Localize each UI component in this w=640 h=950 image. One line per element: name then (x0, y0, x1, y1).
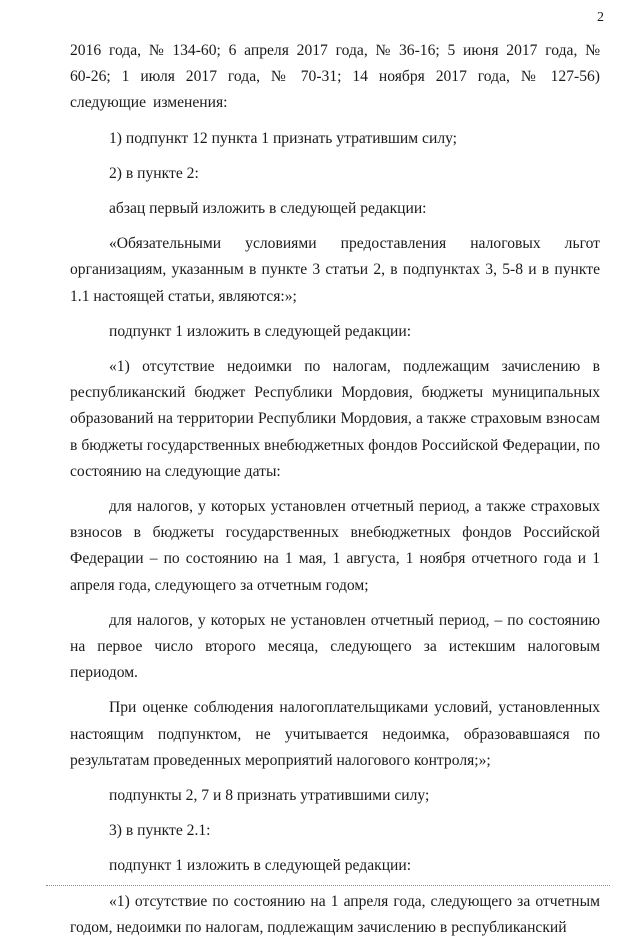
paragraph-first-indent-instruction: абзац первый изложить в следующей редакции: (109, 200, 427, 218)
paragraph-subitems-repealed: подпункты 2, 7 и 8 признать утратившими силу; (109, 787, 430, 805)
paragraph-subitem-1-text: «1) отсутствие недоимки по налогам, подлежащим зачислению в республиканский бюджет Республики Мордовия, бюджеты муниципальных образований на территории Республики Мордовия, а также страховым взносам в бюджеты государственных внебюджетных фондов Российской Федерации, по состоянию на следующие даты: (70, 358, 600, 480)
scan-edge-line (46, 885, 610, 886)
paragraph-item-1: 1) подпункт 12 пункта 1 признать утратившим силу; (109, 129, 458, 147)
paragraph-subitem-1-text-2: «1) отсутствие по состоянию на 1 апреля года, следующего за отчетным годом, недоимки по налогам, подлежащим зачислению в республиканский (70, 892, 600, 936)
paragraph-item-3: 3) в пункте 2.1: (109, 822, 211, 840)
document-body (70, 38, 600, 950)
paragraph-subitem-1-instruction-2: подпункт 1 изложить в следующей редакции: (109, 857, 412, 875)
paragraph-no-reporting-period-taxes: для налогов, у которых не установлен отчетный период, – по состоянию на первое число второго месяца, следующего за истекшим налоговым периодом. (70, 611, 600, 682)
paragraph-subitem-1-instruction: подпункт 1 изложить в следующей редакции: (109, 322, 412, 340)
paragraph-amendment-list-end: 2016 года, № 134-60; 6 апреля 2017 года, № 36-16; 5 июня 2017 года, № 60-26; 1 июля 2017 года, № 70-31; 14 ноября 2017 года, № 127-56) следующие изменения: (70, 42, 600, 112)
paragraph-tax-control-note: При оценке соблюдения налогоплательщиками условий, установленных настоящим подпунктом, не учитывается недоимка, образовавшаяся по результатам проведенных мероприятий налогового контроля;»; (70, 699, 600, 769)
paragraph-conditions-quote: «Обязательными условиями предоставления налоговых льгот организациям, указанным в пункте 3 статьи 2, в подпунктах 3, 5-8 и в пункте 1.1 настоящей статьи, являются:»; (70, 235, 600, 305)
paragraph-reporting-period-taxes: для налогов, у которых установлен отчетный период, а также страховых взносов в бюджеты государственных внебюджетных фондов Российской Федерации – по состоянию на 1 мая, 1 августа, 1 ноября отчетного года и 1 апреля года, следующего за отчетным годом; (70, 498, 600, 594)
paragraph-item-2: 2) в пункте 2: (109, 164, 199, 182)
page-number: 2 (597, 10, 604, 25)
